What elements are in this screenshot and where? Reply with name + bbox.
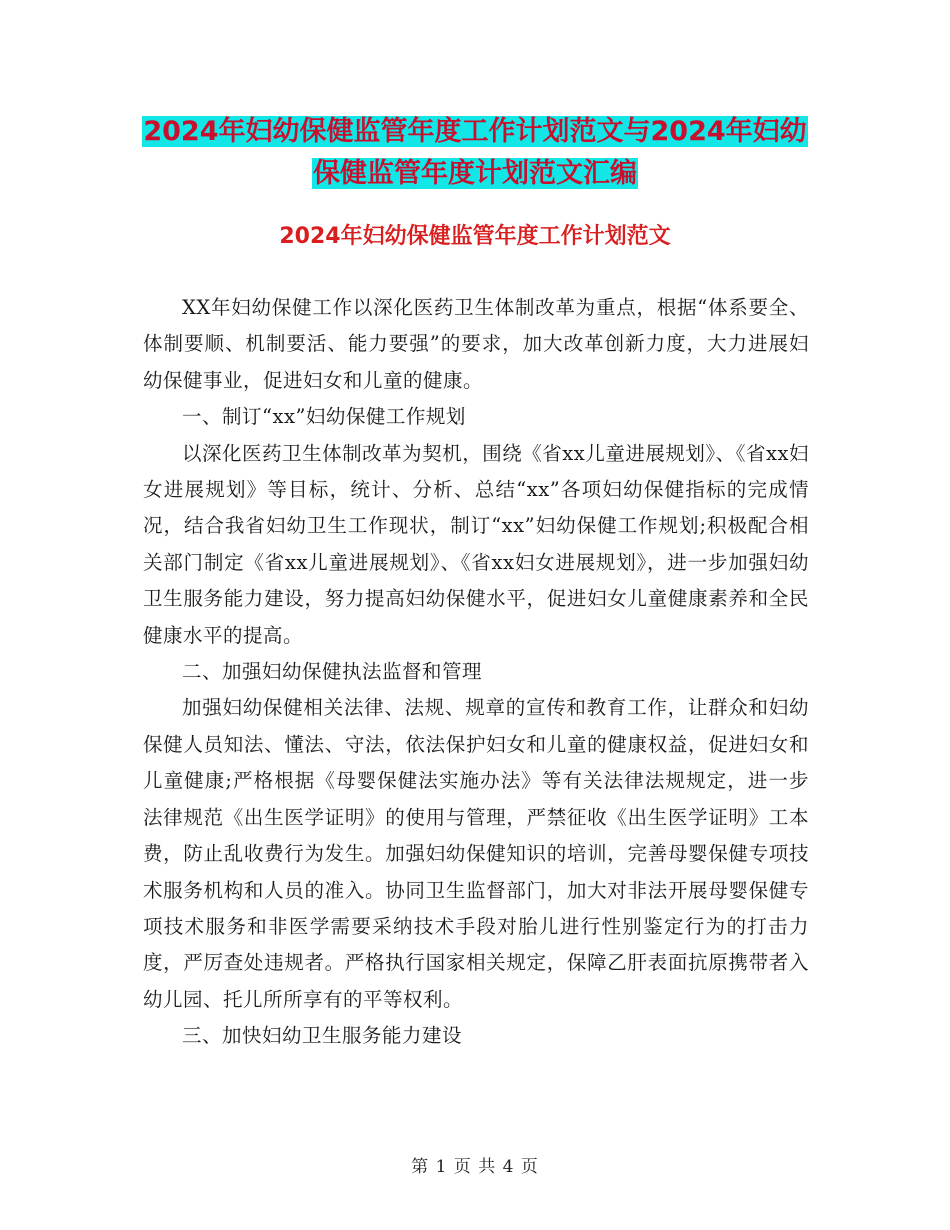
heading-section-1: 一、制订“xx”妇幼保健工作规划: [182, 405, 466, 429]
document-title-line-2: [0, 157, 950, 191]
page-footer: 第 1 页 共 4 页: [411, 1157, 539, 1177]
title-highlight-2: 保健监管年度计划范文汇编: [313, 158, 637, 189]
title-highlight-1: 2024年妇幼保健监管年度工作计划范文与2024年妇幼: [143, 116, 807, 147]
heading-section-2: 二、加强妇幼保健执法监督和管理: [182, 660, 483, 684]
heading-section-3: 三、加快妇幼卫生服务能力建设: [182, 1024, 463, 1048]
paragraph-section-2: 加强妇幼保健相关法律、法规、规章的宣传和教育工作，让群众和妇幼保健人员知法、懂法、守法，依法保护妇女和儿童的健康权益，促进妇女和儿童健康;严格根据《母婴保健法实施办法》等有关法律法规规定，进一步法律规范《出生医学证明》的使用与管理，严禁征收《出生医学证明》工本费，防止乱收费行为发生。加强妇幼保健知识的培训，完善母婴保健专项技术服务机构和人员的准入。协同卫生监督部门，加大对非法开展母婴保健专项技术服务和非医学需要采纳技术手段对胎儿进行性别鉴定行为的打击力度，严厉查处违规者。严格执行国家相关规定，保障乙肝表面抗原携带者入幼儿园、托儿所所享有的平等权利。: [143, 696, 809, 1011]
paragraph-section-1: 以深化医药卫生体制改革为契机，围绕《省xx儿童进展规划》、《省xx妇女进展规划》等目标，统计、分析、总结“xx”各项妇幼保健指标的完成情况，结合我省妇幼卫生工作现状，制订“xx”妇幼保健工作规划;积极配合相关部门制定《省xx儿童进展规划》、《省xx妇女进展规划》，进一步加强妇幼卫生服务能力建设，努力提高妇幼保健水平，促进妇女儿童健康素养和全民健康水平的提高。: [143, 441, 809, 647]
document-title-line-1: [0, 115, 950, 149]
section-title: 2024年妇幼保健监管年度工作计划范文: [279, 224, 671, 249]
paragraph-intro: XX年妇幼保健工作以深化医药卫生体制改革为重点，根据“体系要全、体制要顺、机制要活、能力要强”的要求，加大改革创新力度，大力进展妇幼保健事业，促进妇女和儿童的健康。: [143, 296, 809, 392]
body-text: [143, 290, 809, 1055]
